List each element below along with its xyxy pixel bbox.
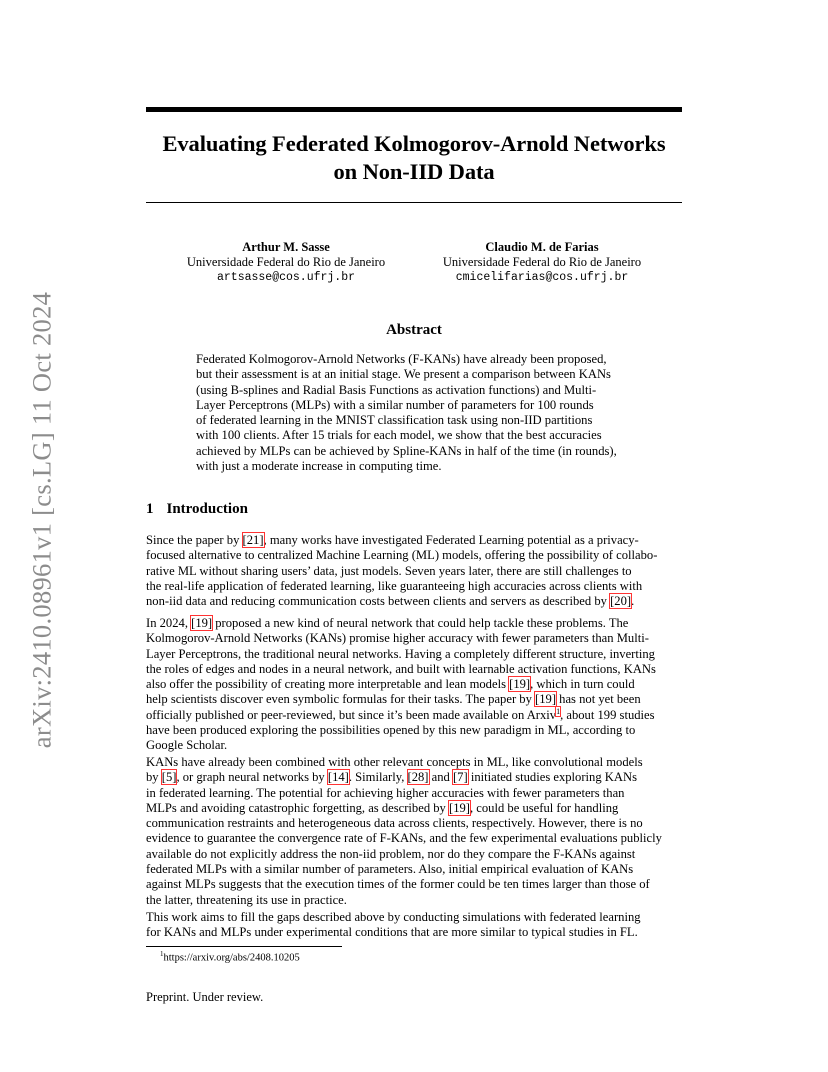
text-line: for KANs and MLPs under experimental conditions that are more similar to typical studies in FL. [146, 925, 638, 940]
text-line: the real-life application of federated learning, like guaranteeing high accuracies across clients with [146, 578, 643, 593]
text-line: against MLPs suggests that the execution times of the former could be ten times larger than those of [146, 877, 650, 892]
paragraph-2 [146, 616, 682, 754]
text-line: In 2024, [19] proposed a new kind of neural network that could help tackle these problems. The [146, 616, 629, 630]
paragraph-1 [146, 533, 682, 609]
footnote-link-1[interactable]: 1 [556, 706, 561, 716]
text-line: Kolmogorov-Arnold Networks (KANs) promise higher accuracy with fewer parameters than Multi- [146, 631, 649, 646]
footnote-mark: 1 [160, 950, 164, 958]
text-line: officially published or peer-reviewed, but since it’s been made available on Arxiv$^1$, about 199 studies [146, 706, 655, 722]
title-top-rule [146, 107, 682, 112]
preprint-notice: Preprint. Under review. [146, 990, 264, 1004]
text-line: MLPs and avoiding catastrophic forgetting, as described by [19], could be useful for handling [146, 800, 619, 815]
paragraph-4 [146, 910, 682, 941]
text-line: also offer the possibility of creating more interpretable and lean models [19], which in turn could [146, 677, 635, 692]
text-line: KANs have already been combined with other relevant concepts in ML, like convolutional models [146, 755, 643, 769]
section-number: 1 [146, 501, 154, 517]
text-line: Layer Perceptrons, the traditional neural networks. Having a completely different structure, inverting [146, 646, 655, 661]
abstract-line: Layer Perceptrons (MLPs) with a similar number of parameters for 100 rounds [196, 397, 594, 412]
citation-link-19[interactable]: [19] [191, 616, 213, 630]
abstract-heading: Abstract [386, 322, 442, 338]
author-affiliation: Universidade Federal do Rio de Janeiro [442, 255, 642, 269]
text-line: rative ML without sharing users’ data, just models. Seven years later, there are still challenges to [146, 563, 632, 578]
paragraph-3 [146, 755, 682, 908]
text-line: by [5], or graph neural networks by [14]. Similarly, [28] and [7] initiated studies exploring KANs [146, 770, 637, 785]
text-line: have been produced exploring the possibilities opened by this new paradigm in ML, according to [146, 723, 636, 738]
footnote-rule [146, 946, 342, 947]
citation-link-7[interactable]: [7] [452, 770, 468, 785]
arxiv-identifier-sidebar: arXiv:2410.08961v1 [cs.LG] 11 Oct 2024 [26, 291, 57, 749]
citation-link-28[interactable]: [28] [407, 770, 429, 785]
text-line: the latter, threatening its use in practice. [146, 892, 347, 907]
text-line: federated MLPs with a similar number of parameters. Also, initial empirical evaluation of KANs [146, 862, 634, 877]
text-line: available do not explicitly address the non-iid problem, nor do they compare the F-KANs against [146, 846, 636, 861]
section-title: Introduction [166, 501, 248, 517]
abstract-line: of federated learning in the MNIST classification task using non-IID partitions [196, 413, 593, 428]
citation-link-19[interactable]: [19] [509, 677, 531, 692]
abstract-line: with 100 clients. After 15 trials for each model, we show that the best accuracies [196, 428, 602, 443]
title-line-2: on Non-IID Data [333, 159, 495, 184]
citation-link-14[interactable]: [14] [327, 770, 349, 785]
abstract-body [196, 352, 636, 474]
author-name: Claudio M. de Farias [485, 240, 599, 254]
footnote [160, 950, 300, 964]
abstract-line: with just a moderate increase in computing time. [196, 459, 442, 474]
author-affiliation: Universidade Federal do Rio de Janeiro [186, 255, 386, 269]
text-line: Since the paper by [21], many works have investigated Federated Learning potential as a privacy- [146, 533, 639, 547]
abstract-line: (using B-splines and Radial Basis Functions as activation functions) and Multi- [196, 382, 597, 397]
abstract-line: Federated Kolmogorov-Arnold Networks (F-KANs) have already been proposed, [196, 352, 607, 366]
footnote-url[interactable]: https://arxiv.org/abs/2408.10205 [163, 952, 300, 964]
text-line: in federated learning. The potential for achieving higher accuracies with fewer parameters than [146, 785, 625, 800]
text-line: help scientists discover even symbolic formulas for their tasks. The paper by [19] has not yet been [146, 692, 641, 707]
section-heading-introduction [146, 501, 248, 518]
citation-link-21[interactable]: [21] [242, 533, 264, 547]
author-name: Arthur M. Sasse [242, 240, 330, 254]
title-line-1: Evaluating Federated Kolmogorov-Arnold Networks [162, 131, 666, 156]
text-line: This work aims to fill the gaps described above by conducting simulations with federated learning [146, 910, 641, 924]
citation-link-20[interactable]: [20] [610, 594, 632, 609]
citation-link-5[interactable]: [5] [161, 770, 177, 785]
author-email: artsasse@cos.ufrj.br [216, 271, 356, 284]
text-line: Google Scholar. [146, 738, 228, 753]
text-line: non-iid data and reducing communication costs between clients and servers as described by [20]. [146, 594, 635, 609]
citation-link-19[interactable]: [19] [449, 800, 470, 815]
author-block-2 [426, 240, 658, 285]
title-bottom-rule [146, 202, 682, 203]
author-block-1 [170, 240, 402, 285]
text-line: communication restraints and heterogeneous data across clients, respectively. However, there is no [146, 816, 643, 831]
abstract-line: achieved by MLPs can be achieved by Spline-KANs in half of the time (in rounds), [196, 443, 617, 458]
text-line: focused alternative to centralized Machine Learning (ML) models, offering the possibility of collabo- [146, 548, 658, 563]
abstract-line: but their assessment is at an initial stage. We present a comparison between KANs [196, 367, 611, 382]
citation-link-19[interactable]: [19] [535, 692, 557, 707]
text-line: evidence to guarantee the convergence rate of F-KANs, and the few experimental evaluations publicly [146, 831, 662, 846]
text-line: the roles of edges and nodes in a neural network, and built with learnable activation functions, KANs [146, 661, 656, 676]
author-email: cmicelifarias@cos.ufrj.br [455, 271, 629, 284]
paper-title [146, 130, 682, 186]
